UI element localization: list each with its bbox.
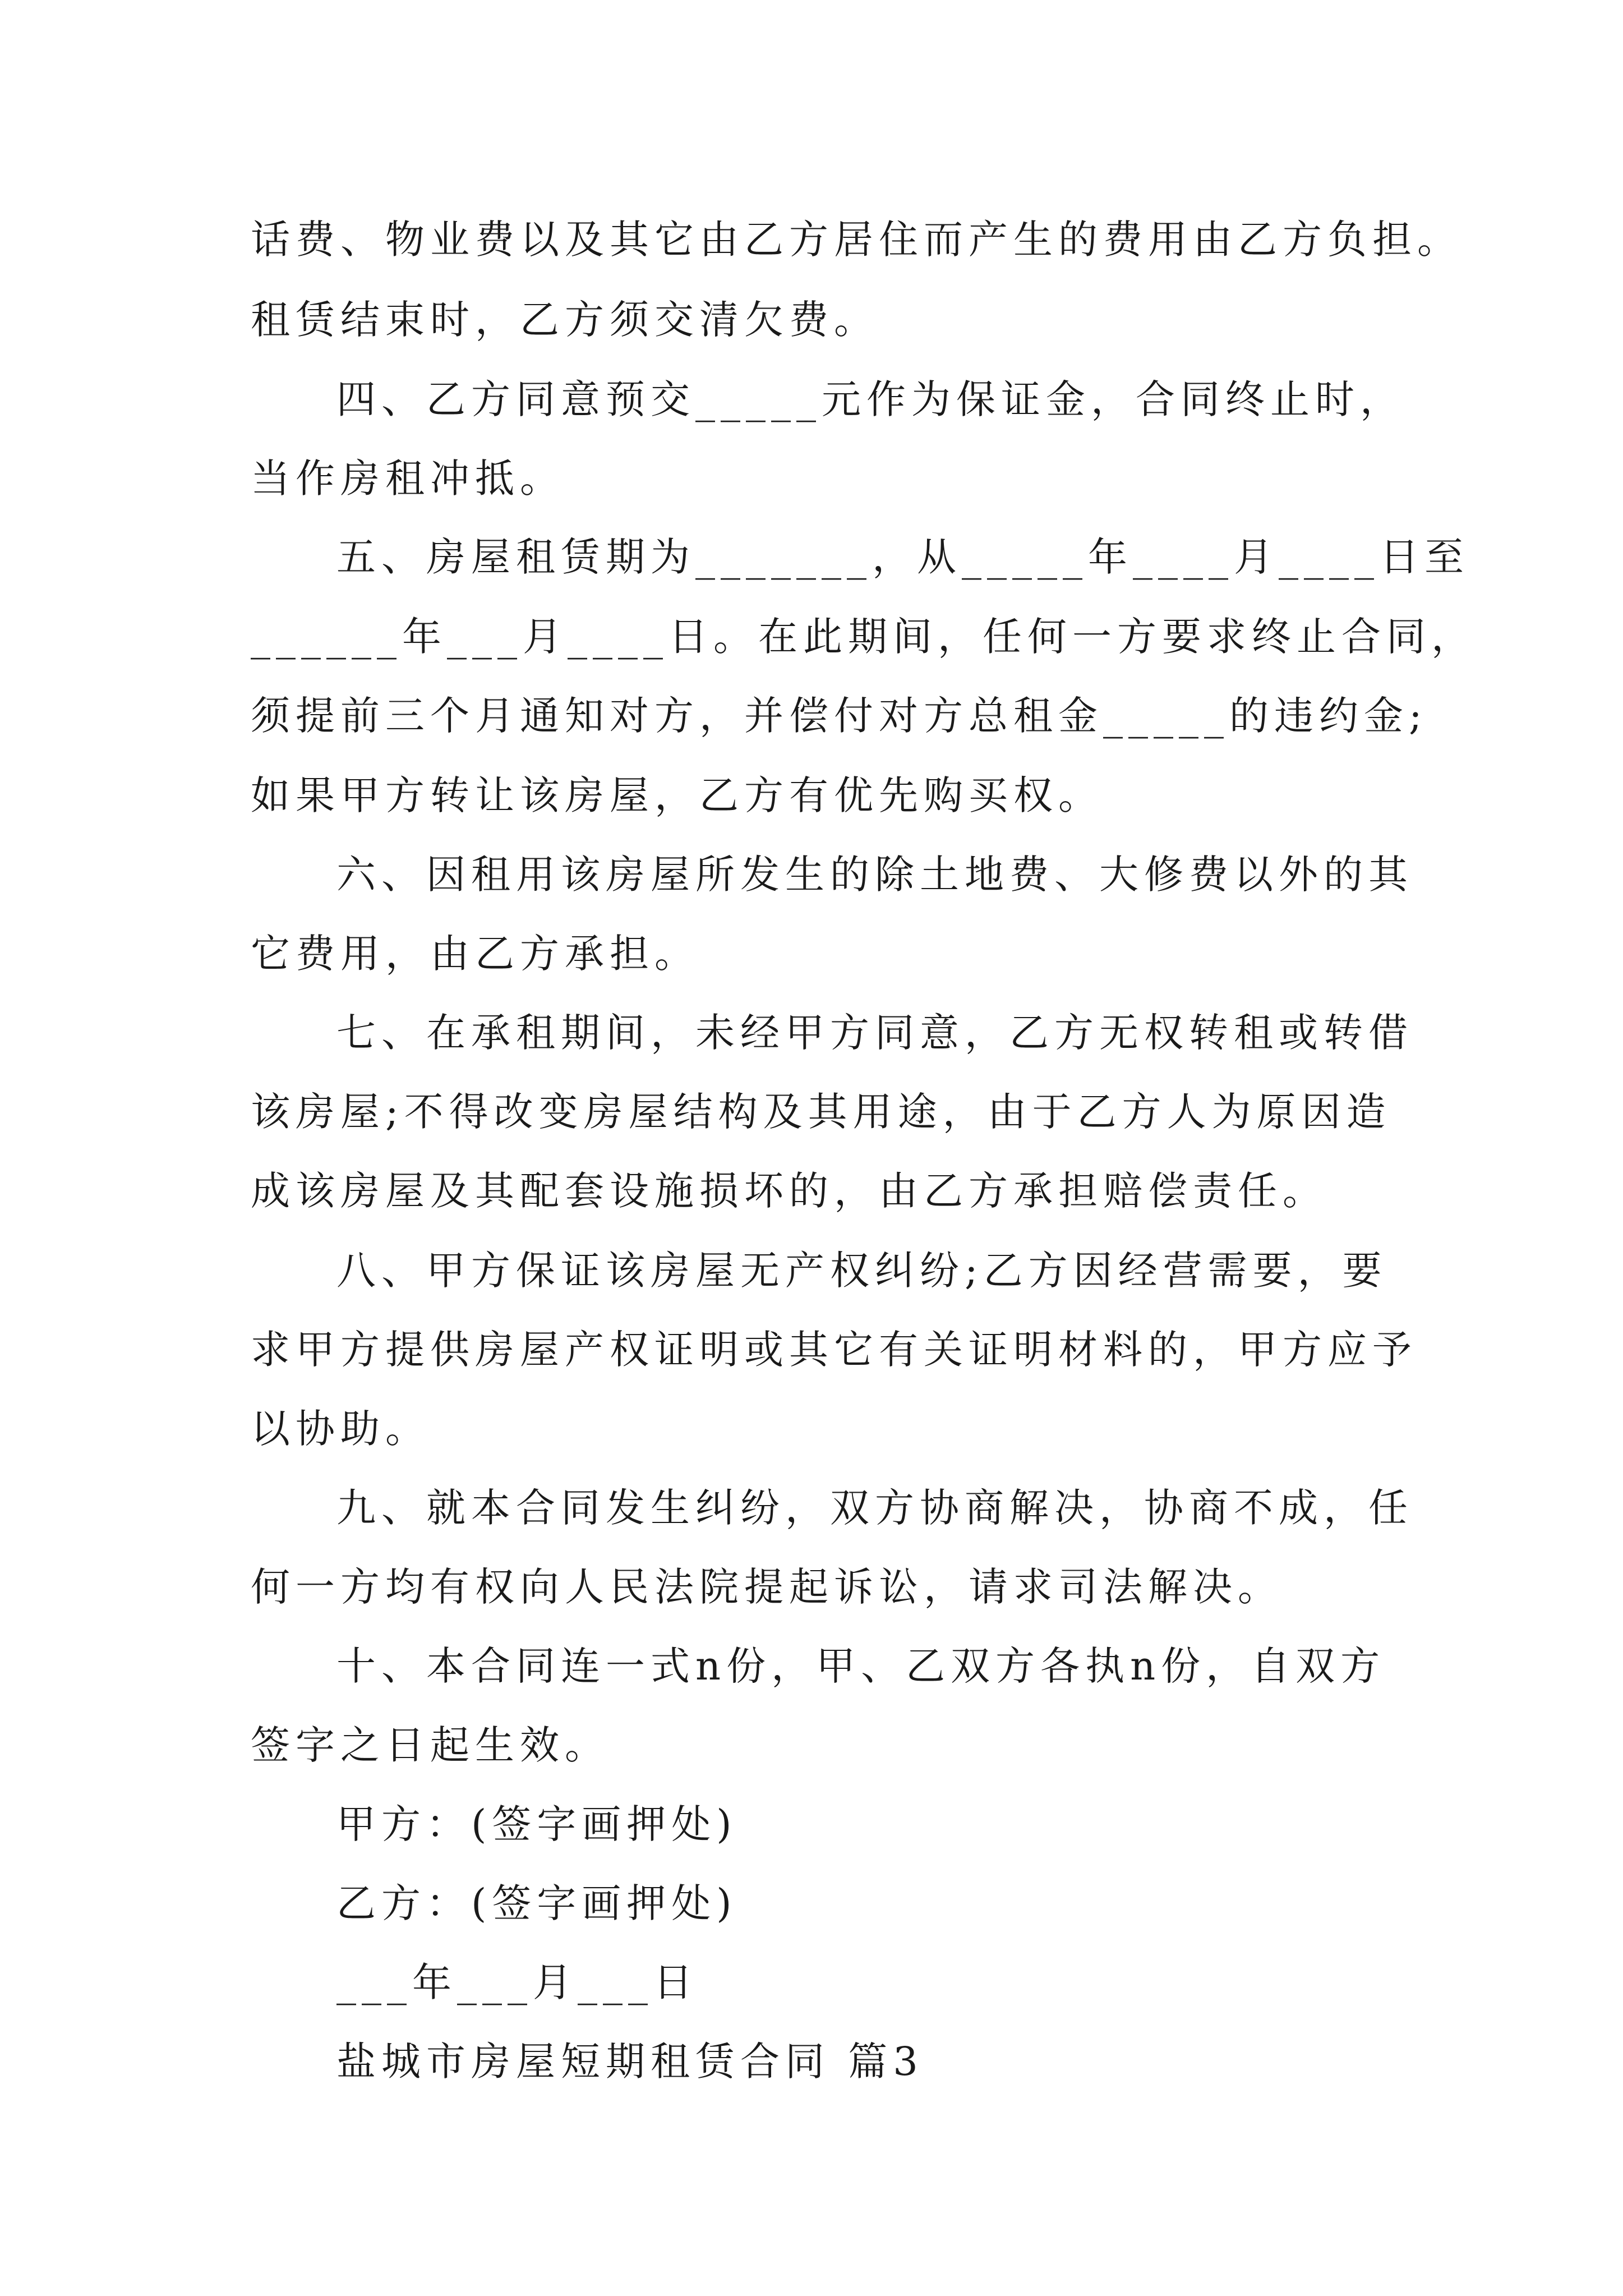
- text-line: 它费用，由乙方承担。: [251, 931, 699, 977]
- text-line: 十、本合同连一式n份，甲、乙双方各执n份，自双方: [336, 1643, 1386, 1689]
- text-line: 八、甲方保证该房屋无产权纠纷;乙方因经营需要，要: [336, 1248, 1387, 1294]
- text-line: 四、乙方同意预交_____元作为保证金，合同终止时，: [336, 376, 1405, 422]
- text-line: 该房屋;不得改变房屋结构及其用途，由于乙方人为原因造: [251, 1089, 1391, 1135]
- text-line: 七、在承租期间，未经甲方同意，乙方无权转租或转借: [336, 1010, 1413, 1056]
- text-line: 五、房屋租赁期为_______，从_____年____月____日至: [336, 534, 1469, 580]
- text-line: 求甲方提供房屋产权证明或其它有关证明材料的，甲方应予: [251, 1327, 1417, 1373]
- text-line: 签字之日起生效。: [251, 1722, 610, 1768]
- text-line: 以协助。: [251, 1406, 430, 1452]
- text-line: 须提前三个月通知对方，并偿付对方总租金_____的违约金;: [251, 693, 1428, 739]
- signature-date: ___年___月___日: [336, 1959, 698, 2005]
- text-line: 成该房屋及其配套设施损坏的，由乙方承担赔偿责任。: [251, 1168, 1327, 1214]
- text-line: 如果甲方转让该房屋，乙方有优先购买权。: [251, 772, 1103, 818]
- text-line: 何一方均有权向人民法院提起诉讼，请求司法解决。: [251, 1564, 1283, 1610]
- signature-party-b: 乙方：(签字画押处): [336, 1880, 737, 1926]
- text-line: ______年___月____日。在此期间，任何一方要求终止合同，: [251, 614, 1476, 660]
- signature-party-a: 甲方：(签字画押处): [336, 1801, 737, 1847]
- text-line: 话费、物业费以及其它由乙方居住而产生的费用由乙方负担。: [251, 217, 1462, 263]
- text-line: 当作房租冲抵。: [251, 455, 565, 501]
- text-line: 六、因租用该房屋所发生的除土地费、大修费以外的其: [336, 852, 1413, 898]
- section-heading: 盐城市房屋短期租赁合同 篇3: [336, 2039, 924, 2085]
- text-line: 租赁结束时，乙方须交清欠费。: [251, 297, 879, 343]
- text-line: 九、就本合同发生纠纷，双方协商解决，协商不成，任: [336, 1485, 1413, 1531]
